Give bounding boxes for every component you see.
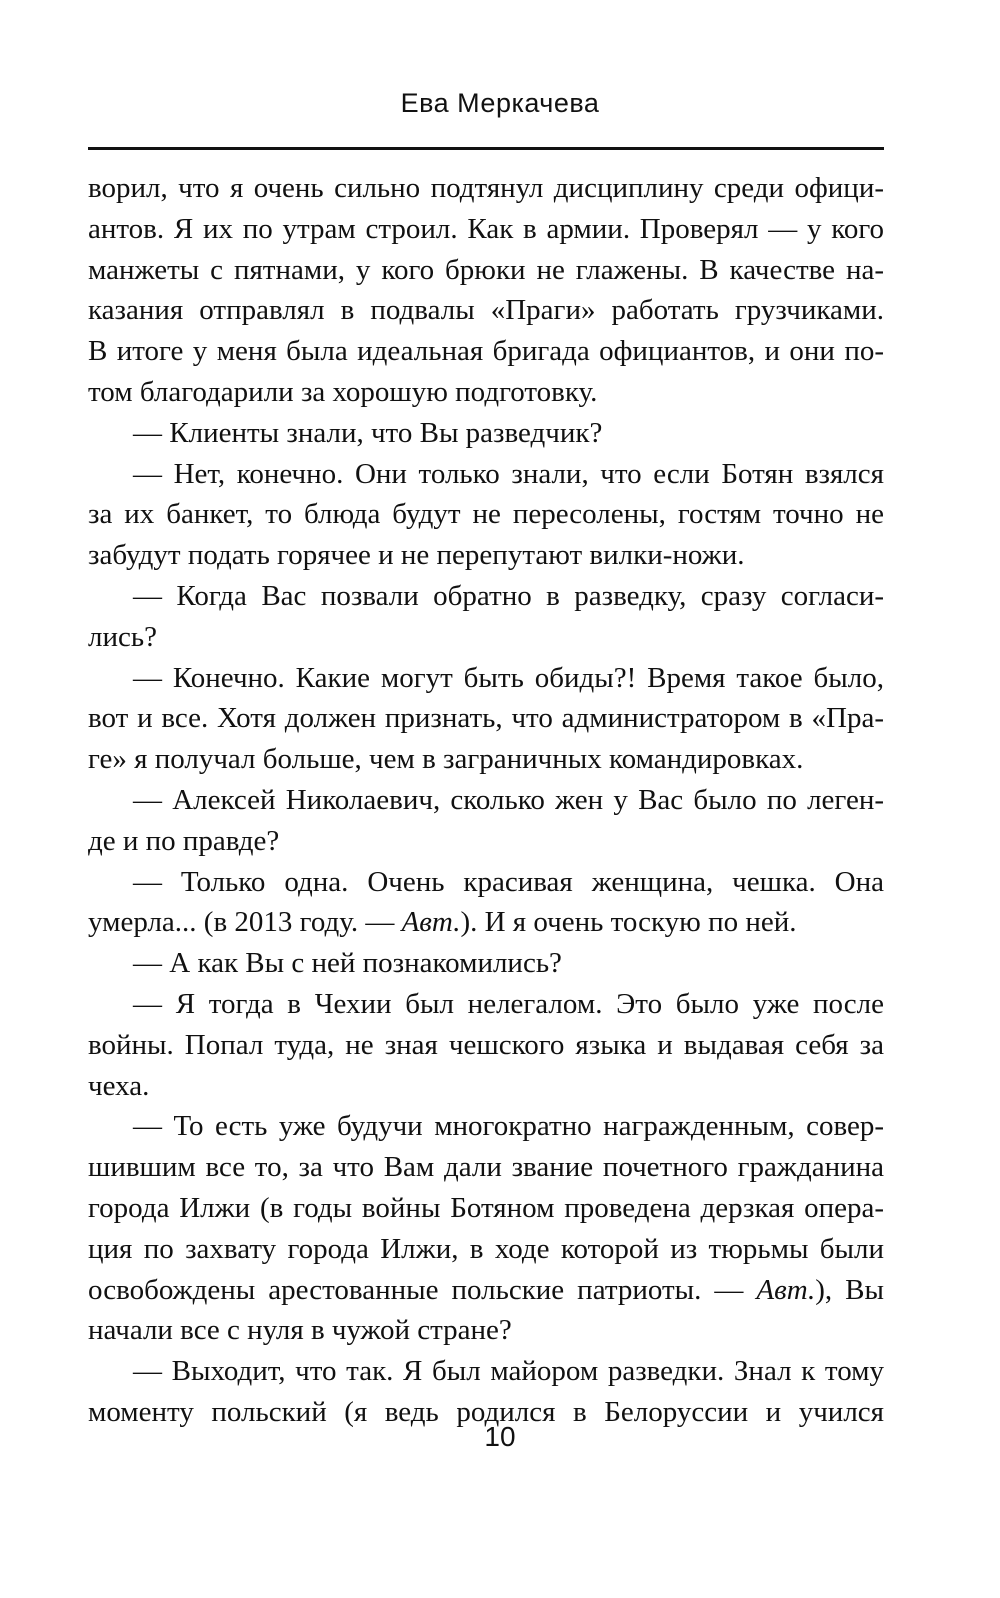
text-line: — Я тогда в Чехии был нелегалом. Это было уже после [133,987,884,1020]
running-head: Ева Меркачева [400,88,600,118]
text-line: чеха. [88,1069,150,1102]
paragraph-question [88,576,884,658]
text-line: казания отправлял в подвалы «Праги» работать грузчиками. [88,294,884,327]
text-line: города Илжи (в годы войны Ботяном проведена дерзкая опера- [88,1191,884,1224]
author-note: Авт. [401,906,461,939]
text-line: — Только одна. Очень красивая женщина, чешка. Она [133,865,884,898]
text-line: — Нет, конечно. Они только знали, что если Ботян взялся [133,457,884,490]
text-line: забудут подать горячее и не перепутают вилки-ножи. [88,539,745,572]
paragraph-question [88,413,884,454]
paragraph-continued [88,168,884,413]
text-run: умерла... (в 2013 году. — [88,906,402,939]
text-line: — Алексей Николаевич, сколько жен у Вас было по леген- [133,783,884,816]
text-line: том благодарили за хорошую подготовку. [88,375,598,408]
text-line: манжеты с пятнами, у кого брюки не глажены. В качестве на- [88,253,884,286]
text-line: войны. Попал туда, не зная чешского языка и выдавая себя за [88,1028,884,1061]
text-line: ция по захвату города Илжи, в ходе которой из тюрьмы были [88,1232,884,1265]
text-line: начали все с нуля в чужой стране? [88,1314,512,1347]
text-run: освобождены арестованные польские патриоты. — [88,1273,757,1306]
text-line: — Когда Вас позвали обратно в разведку, сразу согласи- [133,579,884,612]
text-line: ге» я получал больше, чем в заграничных командировках. [88,743,804,776]
text-line: моменту польский (я ведь родился в Белоруссии и учился [88,1395,884,1428]
text-line: — Конечно. Какие могут быть обиды?! Время такое было, [133,661,884,694]
author-note: Авт. [756,1273,816,1306]
text-line: антов. Я их по утрам строил. Как в армии. Проверял — у кого [88,212,884,245]
paragraph-question [88,943,884,984]
body-text [88,168,884,1433]
page-number: 10 [484,1421,516,1452]
text-line: В итоге у меня была идеальная бригада официантов, и они по- [88,335,884,368]
text-line: — А как Вы с ней познакомились? [133,947,562,980]
paragraph-answer [88,984,884,1106]
text-line: вот и все. Хотя должен признать, что администратором в «Пра- [88,702,884,735]
text-line: лись? [88,620,157,653]
paragraph-answer [88,658,884,780]
paragraph-answer [88,454,884,576]
paragraph-question [88,1106,884,1351]
text-line [88,902,884,943]
paragraph-question [88,780,884,862]
paragraph-answer [88,862,884,944]
text-line: шившим все то, за что Вам дали звание почетного гражданина [88,1151,884,1184]
text-line: — Клиенты знали, что Вы разведчик? [133,416,603,449]
text-line: де и по правде? [88,824,280,857]
text-line [88,1270,884,1311]
text-run: ). И я очень тоскую по ней. [460,906,797,939]
text-line: ворил, что я очень сильно подтянул дисциплину среди офици- [88,172,884,204]
header-rule [88,147,884,150]
text-line: — Выходит, что так. Я был майором разведки. Знал к тому [133,1355,884,1388]
text-line: за их банкет, то блюда будут не пересолены, гостям точно не [88,498,884,531]
text-line: — То есть уже будучи многократно награжденным, совер- [133,1110,884,1143]
text-run: ), Вы [815,1273,884,1306]
